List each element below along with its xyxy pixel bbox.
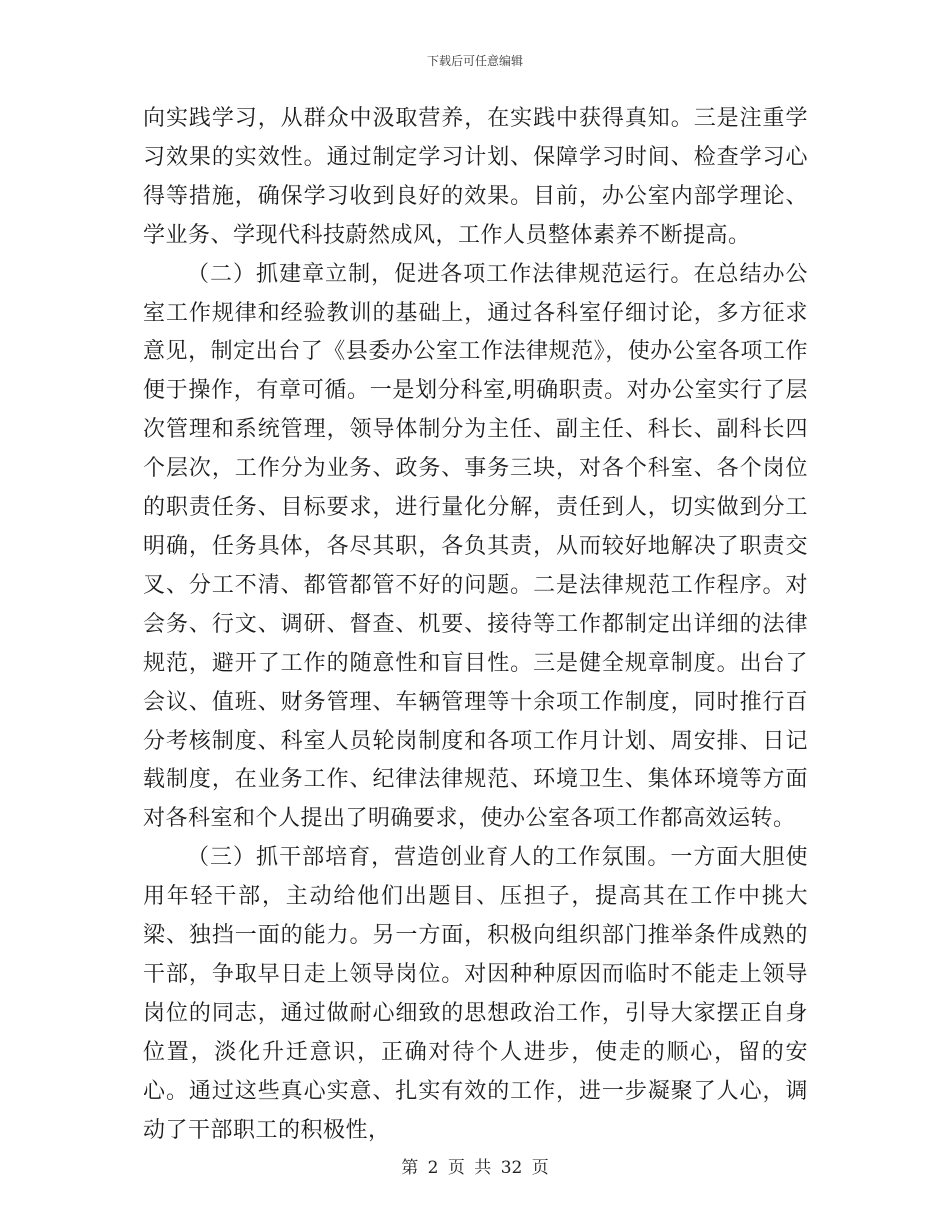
page-header: 下载后可任意编辑 (426, 54, 523, 68)
paragraph-continuation: 向实践学习，从群众中汲取营养，在实践中获得真知。三是注重学习效果的实效性。通过制定学习计划、保障学习时间、检查学习心得等措施，确保学习收到良好的效果。目前，办公室内部学理论、学业务、学现代科技蔚然成风，工作人员整体素养不断提高。 (143, 106, 808, 248)
paragraph-section-two: （二）抓建章立制，促进各项工作法律规范运行。在总结办公室工作规律和经验教训的基础上，通过各科室仔细讨论，多方征求意见，制定出台了《县委办公室工作法律规范》，使办公室各项工作便于操作，有章可循。一是划分科室,明确职责。对办公室实行了层次管理和系统管理，领导体制分为主任、副主任、科长、副科长四个层次，工作分为业务、政务、事务三块，对各个科室、各个岗位的职责任务、目标要求，进行量化分解，责任到人，切实做到分工明确，任务具体，各尽其职，各负其责，从而较好地解决了职责交叉、分工不清、都管都管不好的问题。二是法律规范工作程序。对会务、行文、调研、督查、机要、接待等工作都制定出详细的法律规范，避开了工作的随意性和盲目性。三是健全规章制度。出台了会议、值班、财务管理、车辆管理等十余项工作制度，同时推行百分考核制度、科室人员轮岗制度和各项工作月计划、周安排、日记载制度，在业务工作、纪律法律规范、环境卫生、集体环境等方面对各科室和个人提出了明确要求，使办公室各项工作都高效运转。 (143, 261, 808, 832)
paragraph-section-three: （三）抓干部培育，营造创业育人的工作氛围。一方面大胆使用年轻干部，主动给他们出题目、压担子，提高其在工作中挑大梁、独挡一面的能力。另一方面，积极向组织部门推举条件成熟的干部，争取早日走上领导岗位。对因种种原因而临时不能走上领导岗位的同志，通过做耐心细致的思想政治工作，引导大家摆正自身位置，淡化升迁意识，正确对待个人进步，使走的顺心，留的安心。通过这些真心实意、扎实有效的工作，进一步凝聚了人心，调动了干部职工的积极性， (143, 845, 808, 1143)
page-number-footer: 第 2 页 共 32 页 (401, 1158, 549, 1178)
document-body (143, 100, 808, 1150)
